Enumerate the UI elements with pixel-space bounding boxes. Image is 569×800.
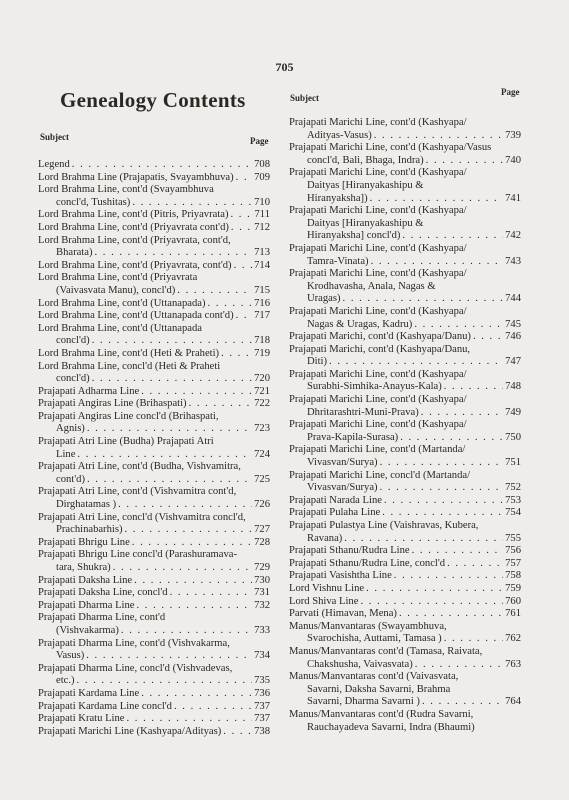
toc-entry-text: Lord Brahma Line, cont'd (Heti & Praheti) [38, 347, 220, 359]
toc-entry [38, 512, 270, 537]
toc-entry-text: Lord Brahma Line, cont'd (Priyavrata, cont'd) [38, 259, 232, 271]
toc-page-number: 713 [254, 247, 270, 259]
toc-entry-text: Lord Brahma Line, cont'd (Uttanapada) [38, 297, 206, 309]
dot-leader [187, 398, 252, 411]
toc-entry [289, 394, 521, 419]
toc-entry-text: Vivasvan/Surya) [307, 457, 378, 469]
toc-entry-text: Uragas) [307, 293, 341, 305]
toc-entry-text: Prajapati Marichi Line, cont'd (Kashyapa/ [289, 205, 467, 217]
dot-leader [92, 247, 252, 260]
toc-entry [289, 419, 521, 444]
subject-header-right: Subject [290, 93, 319, 103]
toc-entry [289, 306, 521, 331]
toc-page-number: 761 [505, 608, 521, 620]
toc-entry [289, 167, 521, 205]
toc-entry-text: Prajapati Kardama Line concl'd [38, 700, 172, 712]
toc-entry [289, 507, 521, 520]
toc-entry [289, 369, 521, 394]
toc-entry-text: Dirghatamas ) [56, 499, 117, 511]
toc-entry-text: Vivasvan/Surya) [307, 482, 378, 494]
toc-entry [38, 713, 270, 726]
toc-page-number: 729 [254, 562, 270, 573]
toc-entry-text: Daityas [Hiranyakashipu & [307, 179, 424, 191]
dot-leader [369, 256, 503, 269]
toc-entry-text: Agnis) [56, 423, 85, 435]
toc-entry [38, 461, 270, 486]
toc-entry-text: Prajapati Pulaha Line [289, 507, 381, 519]
toc-entry-text: Prava-Kapila-Surasa) [307, 431, 399, 443]
toc-entry-text: Chakshusha, Vaivasvata) [307, 658, 413, 670]
toc-page-number: 736 [254, 687, 270, 699]
toc-page-number: 710 [254, 196, 270, 208]
toc-entry-text: Prajapati Marichi Line, cont'd (Kashyapa/ [289, 242, 467, 254]
toc-entry-text: Prajapati Marichi Line, cont'd (Martanda/ [289, 444, 466, 456]
dot-leader [410, 545, 503, 558]
toc-entry-text: Prajapati Marichi, cont'd (Kashyapa/Danu, [289, 343, 471, 355]
toc-page-number: 748 [505, 381, 521, 393]
toc-entry [38, 436, 270, 461]
toc-page-number: 725 [254, 473, 270, 485]
toc-entry-text: Prajapati Kardama Line [38, 687, 140, 699]
toc-entry-text: concl'd) [56, 373, 90, 385]
toc-page-number: 718 [254, 335, 270, 347]
toc-entry [38, 663, 270, 688]
toc-page-number: 762 [505, 633, 521, 645]
toc-entry [38, 235, 270, 260]
contents-column-right [289, 117, 521, 734]
toc-entry-text: (Vishvakarma) [56, 624, 119, 636]
toc-entry-text: Savarni, Daksha Savarni, Brahma [307, 683, 451, 695]
toc-entry-text: Lord Brahma Line, cont'd (Pitris, Priyavrata) [38, 209, 229, 221]
toc-entry [38, 726, 270, 739]
toc-entry-text: Prajapati Marichi Line, cont'd (Kashyapa/ [289, 117, 467, 128]
toc-entry [38, 260, 270, 273]
dot-leader [341, 293, 503, 306]
dot-leader [90, 373, 252, 386]
dot-leader [471, 331, 503, 344]
toc-page-number: 722 [254, 398, 270, 410]
dot-leader [234, 310, 252, 323]
toc-entry [38, 411, 270, 436]
toc-entry [289, 331, 521, 344]
dot-leader [342, 533, 503, 546]
toc-page-number: 730 [254, 574, 270, 586]
toc-page-number: 745 [505, 318, 521, 330]
toc-page-number: 734 [254, 650, 270, 662]
toc-entry [38, 549, 270, 574]
toc-page-number: 738 [254, 725, 270, 737]
toc-page-number: 739 [505, 129, 521, 141]
toc-entry [289, 583, 521, 596]
toc-entry-text: Ravana) [307, 532, 343, 544]
toc-entry-text: Prajapati Marichi Line, cont'd (Kashyapa/ [289, 368, 467, 380]
toc-page-number: 753 [505, 494, 521, 506]
dot-leader [424, 155, 503, 168]
toc-entry [38, 575, 270, 588]
toc-entry-text: Lord Brahma Line, cont'd (Uttanapada [38, 322, 202, 334]
toc-entry-text: Prajapati Dharma Line, cont'd (Vishvakarma, [38, 637, 230, 649]
toc-entry-text: Lord Shiva Line [289, 595, 359, 607]
toc-entry [38, 398, 270, 411]
toc-entry-text: Prajapati Atri Line, concl'd (Vishvamitra concl'd, [38, 511, 246, 523]
toc-entry-text: concl'd, Bali, Bhaga, Indra) [307, 154, 424, 166]
toc-entry [289, 646, 521, 671]
toc-entry-text: Prajapati Dharma Line [38, 599, 135, 611]
toc-page-number: 749 [505, 406, 521, 418]
toc-entry-text: Prajapati Atri Line (Budha) Prajapati Atri [38, 436, 214, 448]
toc-entry-text: Lord Brahma Line, concl'd (Heti & Praheti [38, 360, 221, 372]
toc-page-number: 751 [505, 457, 521, 469]
dot-leader [168, 587, 252, 600]
toc-page-number: 716 [254, 297, 270, 309]
toc-page-number: 714 [254, 259, 270, 271]
toc-entry-text: Prajapati Dharma Line, concl'd (Vishvadevas, [38, 662, 233, 674]
toc-entry [289, 344, 521, 369]
toc-entry-text: Prajapati Daksha Line [38, 574, 133, 586]
toc-page-number: 719 [254, 347, 270, 359]
toc-page-number: 709 [254, 171, 270, 183]
toc-page-number: 758 [505, 570, 521, 582]
toc-entry [289, 444, 521, 469]
dot-leader [412, 319, 503, 332]
dot-leader [368, 193, 503, 206]
toc-entry [38, 537, 270, 550]
toc-entry [38, 184, 270, 209]
toc-entry [289, 495, 521, 508]
dot-leader [124, 713, 252, 726]
dot-leader [327, 356, 503, 369]
toc-entry [38, 361, 270, 386]
dot-leader [378, 457, 503, 470]
toc-entry-text: Prajapati Marichi Line, cont'd (Kashyapa/ [289, 419, 467, 431]
dot-leader [75, 449, 252, 462]
toc-entry [289, 608, 521, 621]
toc-entry-text: Adityas-Vasus) [307, 129, 372, 141]
toc-page-number: 760 [505, 595, 521, 607]
dot-leader [445, 558, 503, 571]
dot-leader [232, 260, 252, 273]
toc-entry [38, 172, 270, 185]
toc-page-number: 746 [505, 331, 521, 343]
dot-leader [116, 499, 252, 512]
toc-entry [289, 671, 521, 709]
page-number: 705 [275, 60, 294, 74]
toc-entry-text: Lord Brahma Line, cont'd (Priyavrata, cont'd, [38, 234, 231, 246]
dot-leader [84, 650, 252, 663]
toc-entry-text: Prajapati Kratu Line [38, 713, 125, 725]
dot-leader [130, 537, 252, 550]
toc-entry [38, 209, 270, 222]
dot-leader [382, 495, 503, 508]
page-header-right: Page [501, 87, 520, 97]
dot-leader [139, 386, 252, 399]
toc-entry-text: Prajapati Atri Line, cont'd (Budha, Vishvamitra, [38, 461, 241, 473]
subject-header-left: Subject [40, 132, 69, 142]
toc-page-number: 737 [254, 713, 270, 725]
toc-page-number: 742 [505, 230, 521, 242]
dot-leader [400, 230, 503, 243]
toc-entry-text: Prajapati Marichi, cont'd (Kashyapa/Danu) [289, 331, 471, 343]
toc-entry-text: Prajapati Sthanu/Rudra Line, concl'd [289, 557, 446, 569]
toc-entry [289, 520, 521, 545]
toc-entry-text: Rauchayadeva Savarni, Indra (Bhaumi) [307, 721, 475, 733]
page-title: Genealogy Contents [60, 88, 246, 112]
dot-leader [70, 159, 252, 172]
toc-page-number: 743 [505, 255, 521, 267]
toc-entry-text: Prajapati Bhrigu Line [38, 536, 130, 548]
toc-entry-text: Surabhi-Simhika-Anayus-Kala) [307, 381, 442, 393]
toc-entry-text: Prajapati Atri Line, cont'd (Vishvamitra cont'd, [38, 486, 237, 498]
toc-page-number: 744 [505, 293, 521, 305]
toc-page-number: 750 [505, 431, 521, 443]
toc-entry [289, 570, 521, 583]
toc-entry [289, 205, 521, 243]
dot-leader [132, 575, 252, 588]
toc-page-number: 726 [254, 499, 270, 511]
toc-page-number: 763 [505, 658, 521, 670]
toc-entry [38, 600, 270, 613]
toc-page-number: 756 [505, 545, 521, 557]
toc-entry-text: Tamra-Vinata) [307, 255, 369, 267]
dot-leader [380, 507, 503, 520]
page-header-left: Page [250, 136, 269, 146]
toc-page-number: 721 [254, 385, 270, 397]
toc-page-number: 737 [254, 700, 270, 712]
toc-entry-text: Savarni, Dharma Savarni ) [307, 696, 420, 708]
toc-page-number: 764 [505, 696, 521, 708]
dot-leader [75, 675, 252, 688]
toc-entry [289, 621, 521, 646]
toc-entry-text: Lord Vishnu Line [289, 582, 365, 594]
toc-page-number: 712 [254, 221, 270, 233]
toc-entry [38, 298, 270, 311]
toc-page-number: 752 [505, 482, 521, 494]
dot-leader [364, 583, 503, 596]
dot-leader [419, 407, 503, 420]
toc-entry [38, 638, 270, 663]
toc-entry-text: Prajapati Marichi Line, cont'd (Kashyapa/ [289, 167, 467, 179]
toc-entry [38, 272, 270, 297]
toc-entry-text: Nagas & Uragas, Kadru) [307, 318, 413, 330]
toc-entry-text: Vasus) [56, 650, 85, 662]
toc-entry-text: Prajapati Marichi Line, cont'd (Kashyapa/ [289, 305, 467, 317]
toc-entry-text: cont'd) [56, 473, 85, 485]
toc-entry [289, 243, 521, 268]
toc-entry [38, 688, 270, 701]
dot-leader [398, 432, 503, 445]
dot-leader [130, 197, 252, 210]
toc-entry-text: Prajapati Marichi Line (Kashyapa/Adityas) [38, 725, 222, 737]
toc-entry-text: Diti) [307, 356, 328, 368]
toc-page-number: 728 [254, 536, 270, 548]
toc-entry [38, 486, 270, 511]
toc-entry-text: concl'd, Tushitas) [56, 196, 131, 208]
dot-leader [134, 600, 252, 613]
toc-page-number: 747 [505, 356, 521, 368]
toc-entry-text: Lord Brahma Line (Prajapatis, Svayambhuva) [38, 171, 234, 183]
toc-entry [38, 386, 270, 399]
toc-page-number: 711 [254, 209, 270, 221]
dot-leader [442, 633, 503, 646]
toc-entry-text: Svarochisha, Auttami, Tamasa ) [307, 633, 442, 645]
dot-leader [420, 696, 503, 709]
dot-leader [372, 130, 503, 143]
toc-entry-text: Legend [38, 159, 70, 170]
toc-entry-text: Manus/Manvantaras cont'd (Rudra Savarni, [289, 708, 474, 720]
toc-entry-text: Line [56, 448, 76, 460]
toc-entry [38, 222, 270, 235]
toc-entry-text: Prachinabarhis) [56, 524, 123, 536]
toc-entry-text: Lord Brahma Line, cont'd (Svayambhuva [38, 184, 214, 196]
toc-entry-text: Bharata) [56, 247, 93, 259]
toc-entry-text: Manus/Manvantaras (Swayambhuva, [289, 620, 447, 632]
toc-entry-text: Dhritarashtri-Muni-Prava) [307, 406, 419, 418]
toc-entry-text: Prajapati Marichi Line, cont'd (Kashyapa/ [289, 394, 467, 406]
toc-page-number: 733 [254, 624, 270, 636]
toc-entry [289, 596, 521, 609]
dot-leader [85, 423, 252, 436]
toc-entry [38, 323, 270, 348]
toc-entry [289, 470, 521, 495]
dot-leader [442, 381, 503, 394]
toc-page-number: 735 [254, 675, 270, 687]
toc-page-number: 732 [254, 599, 270, 611]
toc-entry [38, 348, 270, 361]
toc-entry-text: Lord Brahma Line, cont'd (Priyavrata cont'd) [38, 221, 229, 233]
toc-entry-text: Prajapati Marichi Line, cont'd (Kashyapa/Vasus [289, 142, 492, 154]
toc-entry [289, 558, 521, 571]
toc-page-number: 720 [254, 373, 270, 385]
toc-entry [289, 268, 521, 306]
dot-leader [119, 625, 252, 638]
toc-entry-text: Prajapati Dharma Line, cont'd [38, 612, 166, 624]
dot-leader [122, 524, 252, 537]
toc-entry [38, 612, 270, 637]
dot-leader [234, 172, 252, 185]
toc-entry [38, 310, 270, 323]
toc-page-number: 755 [505, 532, 521, 544]
contents-column-left [38, 159, 270, 738]
toc-entry [38, 701, 270, 714]
toc-entry-text: Daityas [Hiranyakashipu & [307, 217, 424, 229]
toc-entry-text: Prajapati Adharma Line [38, 385, 140, 397]
toc-entry [38, 159, 270, 172]
toc-entry-text: Prajapati Pulastya Line (Vaishravas, Kubera, [289, 520, 479, 531]
toc-entry-text: Parvati (Himavan, Mena) [289, 608, 397, 620]
toc-entry-text: tara, Shukra) [56, 562, 111, 573]
toc-entry-text: concl'd) [56, 335, 90, 347]
dot-leader [139, 688, 252, 701]
toc-entry-text: Lord Brahma Line, cont'd (Uttanapada cont'd) [38, 310, 234, 322]
toc-entry-text: Prajapati Daksha Line, concl'd [38, 587, 168, 599]
dot-leader [229, 222, 252, 235]
toc-entry-text: (Vaivasvata Manu), concl'd) [56, 284, 176, 296]
toc-entry-text: Prajapati Marichi Line, concl'd (Martanda/ [289, 469, 471, 481]
dot-leader [90, 335, 252, 348]
dot-leader [111, 562, 252, 575]
toc-entry [289, 545, 521, 558]
dot-leader [85, 474, 252, 487]
dot-leader [358, 596, 503, 609]
toc-entry-text: Manus/Manvantaras cont'd (Vaivasvata, [289, 671, 459, 683]
toc-page-number: 708 [254, 159, 270, 170]
dot-leader [397, 608, 503, 621]
toc-entry-text: Prajapati Angiras Line (Brihaspati) [38, 398, 187, 410]
toc-page-number: 757 [505, 557, 521, 569]
toc-entry-text: Krodhavasha, Anala, Nagas & [307, 280, 436, 292]
dot-leader [206, 298, 252, 311]
toc-entry-text: Prajapati Sthanu/Rudra Line [289, 545, 410, 557]
toc-entry-text: Prajapati Marichi Line, cont'd (Kashyapa/ [289, 268, 467, 280]
toc-page-number: 740 [505, 154, 521, 166]
toc-page-number: 759 [505, 582, 521, 594]
dot-leader [229, 209, 253, 222]
dot-leader [413, 659, 503, 672]
toc-entry-text: Hiranyaksha]) [307, 192, 368, 204]
dot-leader [219, 348, 252, 361]
dot-leader [378, 482, 503, 495]
toc-entry [289, 117, 521, 142]
toc-entry-text: Prajapati Bhrigu Line concl'd (Parashuramava- [38, 549, 238, 561]
toc-page-number: 717 [254, 310, 270, 322]
toc-entry [38, 587, 270, 600]
dot-leader [221, 726, 252, 739]
dot-leader [172, 701, 252, 714]
toc-entry-text: etc.) [56, 675, 75, 687]
toc-entry [289, 709, 521, 734]
toc-entry-text: Lord Brahma Line, cont'd (Priyavrata [38, 272, 198, 284]
toc-entry-text: Hiranyaksha] concl'd) [307, 230, 401, 242]
toc-page-number: 715 [254, 284, 270, 296]
toc-entry-text: Prajapati Vasishtha Line [289, 570, 392, 582]
dot-leader [392, 570, 503, 583]
toc-page-number: 727 [254, 524, 270, 536]
toc-entry [289, 142, 521, 167]
toc-page-number: 724 [254, 448, 270, 460]
toc-entry-text: Manus/Manvantaras cont'd (Tamasa, Raivata, [289, 645, 483, 657]
toc-page-number: 741 [505, 192, 521, 204]
toc-entry-text: Prajapati Angiras Line concl'd (Brihaspati, [38, 410, 219, 422]
toc-page-number: 731 [254, 587, 270, 599]
toc-entry-text: Prajapati Narada Line [289, 494, 382, 506]
dot-leader [175, 285, 252, 298]
toc-page-number: 723 [254, 423, 270, 435]
toc-page-number: 754 [505, 507, 521, 519]
toc-page-number [475, 722, 493, 735]
